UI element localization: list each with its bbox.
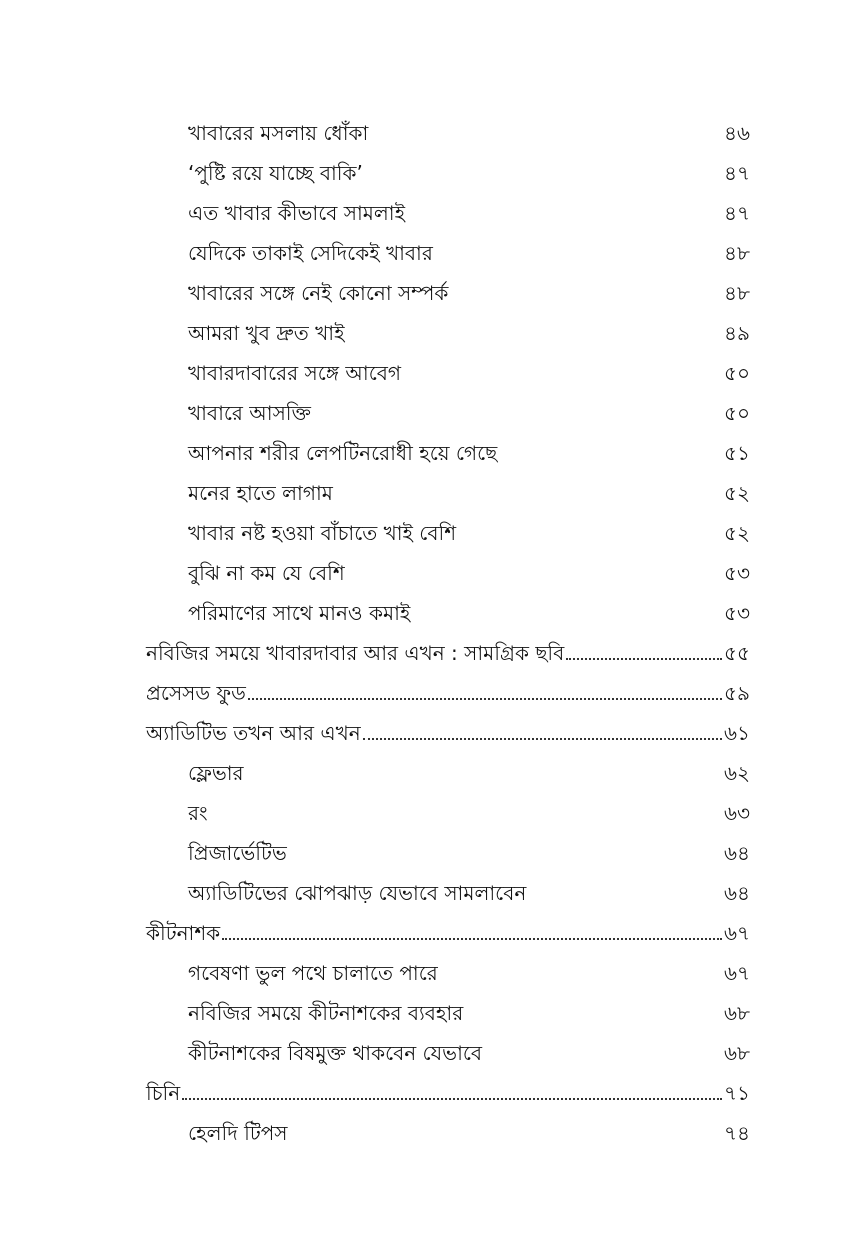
toc-chapter-page: ৭১ (724, 1081, 750, 1105)
toc-entry-title: মনের হাতে লাগাম (188, 481, 333, 505)
toc-entry (0, 473, 868, 513)
toc-entry-title: গবেষণা ভুল পথে চালাতে পারে (188, 961, 438, 985)
toc-entry (0, 793, 868, 833)
toc-entry (0, 353, 868, 393)
toc-entry (0, 113, 868, 153)
toc-chapter-page: ৬৭ (723, 921, 750, 945)
toc-entry (0, 953, 868, 993)
toc-entry-title: ফ্লেভার (188, 761, 244, 785)
toc-chapter (0, 633, 868, 673)
toc-entry (0, 1113, 868, 1153)
toc-entry-page: ৪৯ (724, 321, 750, 345)
toc-entry-title: খাবারের মসলায় ধোঁকা (188, 121, 369, 145)
toc-entry-title: খাবার নষ্ট হওয়া বাঁচাতে খাই বেশি (188, 521, 457, 545)
table-of-contents (0, 113, 868, 1153)
toc-entry-title: ‘পুষ্টি রয়ে যাচ্ছে বাকি’ (188, 161, 363, 185)
toc-entry-title: খাবারদাবারের সঙ্গে আবেগ (188, 361, 401, 385)
toc-chapter-title: চিনি (146, 1081, 181, 1105)
toc-entry (0, 553, 868, 593)
toc-chapter-title: প্রসেসড ফুড (146, 681, 246, 705)
toc-entry (0, 873, 868, 913)
toc-entry-page: ৬৪ (724, 841, 750, 865)
toc-entry (0, 993, 868, 1033)
toc-entry-page: ৫৩ (724, 601, 750, 625)
toc-entry-page: ৫০ (724, 361, 750, 385)
toc-entry-page: ৬৮ (724, 1001, 750, 1025)
dot-leader (182, 1098, 722, 1100)
toc-entry-title: হেলদি টিপস (188, 1121, 288, 1145)
toc-chapter-page: ৫৯ (724, 681, 750, 705)
toc-entry-page: ৫২ (724, 521, 750, 545)
dot-leader (566, 658, 722, 660)
toc-entry-title: খাবারে আসক্তি (188, 401, 311, 425)
toc-entry-title: যেদিকে তাকাই সেদিকেই খাবার (188, 241, 433, 265)
toc-entry-title: আমরা খুব দ্রুত খাই (188, 321, 345, 345)
toc-entry-page: ৫১ (724, 441, 750, 465)
toc-entry-page: ৫২ (724, 481, 750, 505)
toc-entry (0, 433, 868, 473)
toc-chapter (0, 913, 868, 953)
toc-entry-title: রং (188, 801, 208, 825)
toc-entry-title: কীটনাশকের বিষমুক্ত থাকবেন যেভাবে (188, 1041, 483, 1065)
toc-entry (0, 193, 868, 233)
toc-entry-title: আপনার শরীর লেপটিনরোধী হয়ে গেছে (188, 441, 498, 465)
toc-chapter-title: অ্যাডিটিভ তখন আর এখন (146, 721, 361, 745)
toc-entry-page: ৫৩ (724, 561, 750, 585)
toc-entry-title: বুঝি না কম যে বেশি (188, 561, 345, 585)
toc-entry-title: প্রিজার্ভেটিভ (188, 841, 287, 865)
toc-entry (0, 153, 868, 193)
toc-entry (0, 513, 868, 553)
toc-chapter-page: ৬১ (724, 721, 750, 745)
toc-entry-page: ৪৮ (724, 281, 750, 305)
toc-entry-page: ৬৮ (724, 1041, 750, 1065)
toc-entry-title: এত খাবার কীভাবে সামলাই (188, 201, 405, 225)
toc-entry (0, 593, 868, 633)
toc-chapter (0, 673, 868, 713)
toc-chapter-page: ৫৫ (724, 641, 750, 665)
toc-entry-title: খাবারের সঙ্গে নেই কোনো সম্পর্ক (188, 281, 449, 305)
toc-entry-title: নবিজির সময়ে কীটনাশকের ব্যবহার (188, 1001, 464, 1025)
toc-entry-page: ৬৭ (723, 961, 750, 985)
toc-entry-page: ৫০ (724, 401, 750, 425)
toc-entry (0, 1033, 868, 1073)
toc-entry (0, 273, 868, 313)
toc-entry-page: ৪৭ (724, 201, 750, 225)
dot-leader (363, 738, 722, 740)
toc-entry-page: ৭৪ (724, 1121, 750, 1145)
toc-chapter-title: কীটনাশক (146, 921, 221, 945)
toc-entry-page: ৪৬ (724, 121, 750, 145)
toc-entry (0, 313, 868, 353)
toc-entry-title: অ্যাডিটিভের ঝোপঝাড় যেভাবে সামলাবেন (188, 881, 527, 905)
toc-entry (0, 233, 868, 273)
toc-entry-page: ৬৪ (724, 881, 750, 905)
toc-entry (0, 833, 868, 873)
toc-chapter (0, 713, 868, 753)
toc-chapter-title: নবিজির সময়ে খাবারদাবার আর এখন : সামগ্রিক ছবি (146, 641, 565, 665)
toc-entry-title: পরিমাণের সাথে মানও কমাই (188, 601, 411, 625)
toc-chapter (0, 1073, 868, 1113)
toc-entry-page: ৬২ (723, 761, 750, 785)
dot-leader (248, 698, 722, 700)
toc-entry-page: ৪৮ (724, 241, 750, 265)
toc-entry-page: ৪৭ (724, 161, 750, 185)
toc-entry-page: ৬৩ (723, 801, 750, 825)
toc-entry (0, 753, 868, 793)
toc-entry (0, 393, 868, 433)
dot-leader (222, 938, 722, 940)
